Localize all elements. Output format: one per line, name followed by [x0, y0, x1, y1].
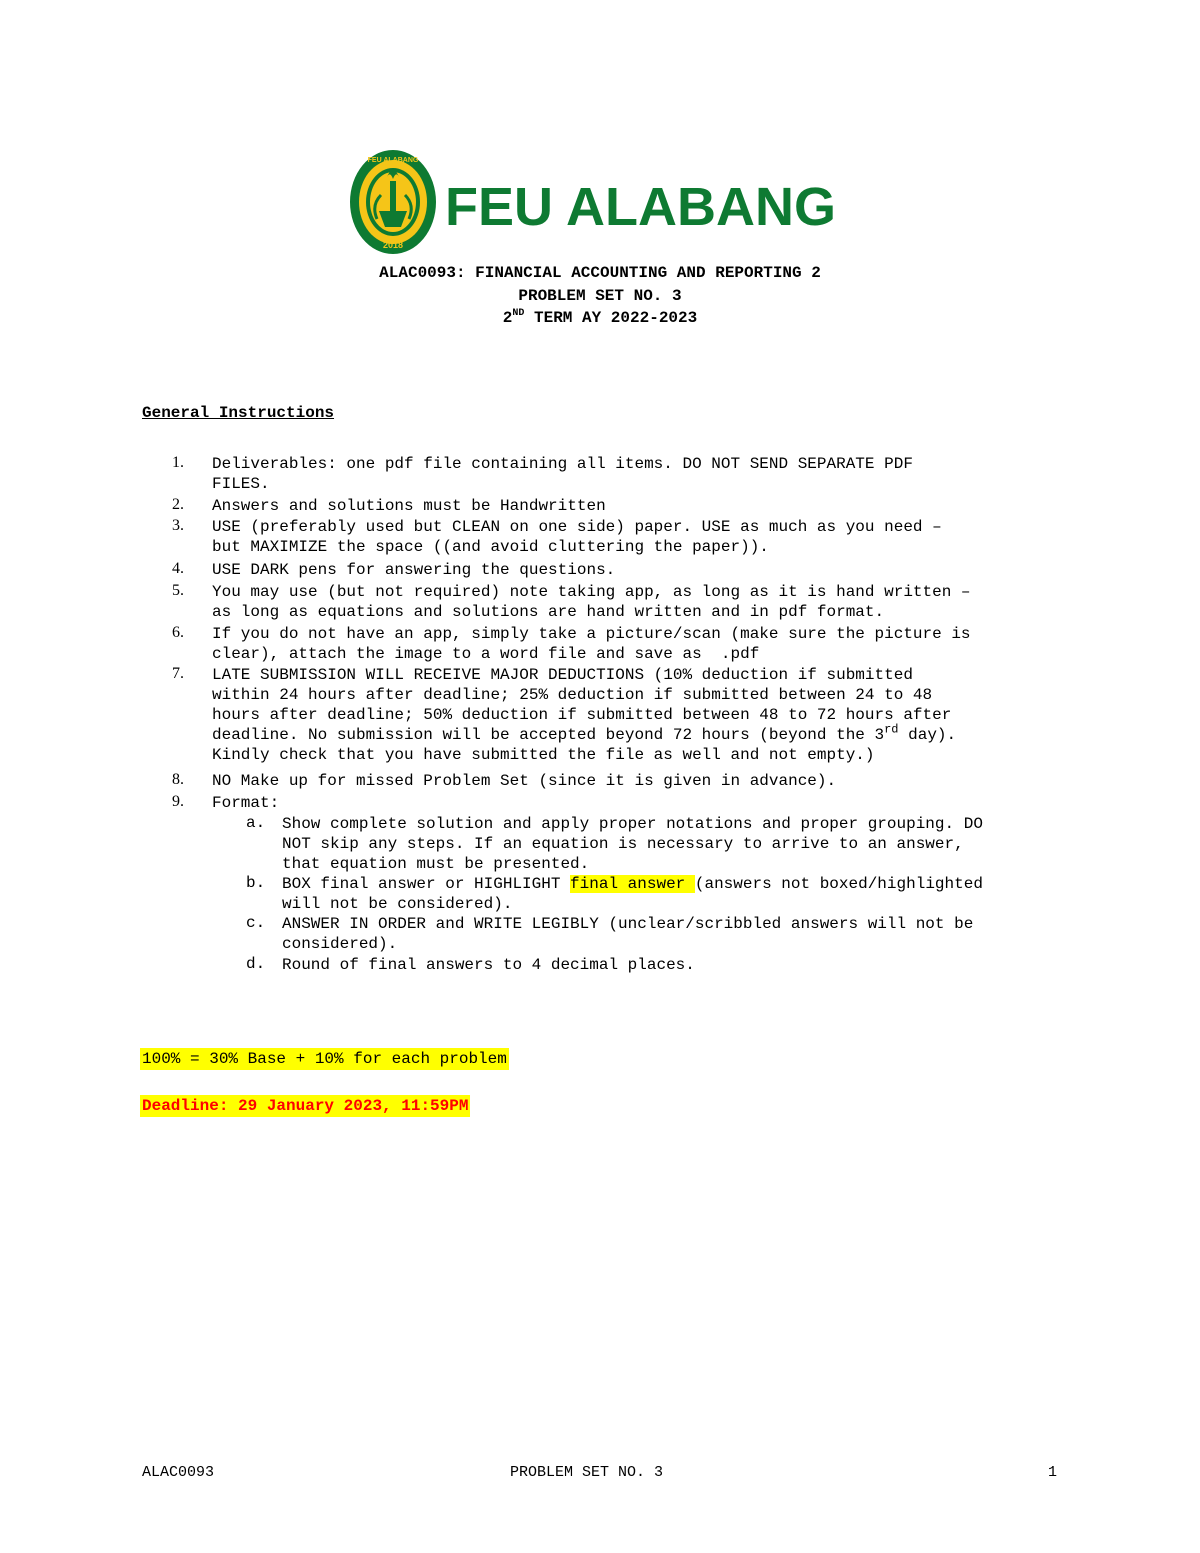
footer-center: PROBLEM SET NO. 3 — [510, 1464, 664, 1481]
seal-icon — [350, 150, 436, 254]
course-title: ALAC0093: FINANCIAL ACCOUNTING AND REPORTING 2 — [379, 264, 821, 282]
general-instructions-heading: General Instructions — [142, 404, 335, 422]
scoring-note: 100% = 30% Base + 10% for each problem — [142, 1050, 507, 1068]
page-number: 1 — [1048, 1464, 1058, 1481]
seal-year: 2018 — [382, 240, 404, 250]
deadline: Deadline: 29 January 2023, 11:59PM — [142, 1097, 469, 1115]
feu-alabang-logo — [349, 149, 849, 255]
seal-text: FEU ALABANG — [367, 157, 419, 164]
highlighted-text: final answer — [570, 875, 695, 893]
footer-left: ALAC0093 — [142, 1464, 215, 1481]
problem-set-title: PROBLEM SET NO. 3 — [518, 287, 682, 305]
term-line: 2ND TERM AY 2022-2023 — [502, 307, 698, 327]
logo-wordmark: FEU ALABANG — [445, 177, 836, 237]
